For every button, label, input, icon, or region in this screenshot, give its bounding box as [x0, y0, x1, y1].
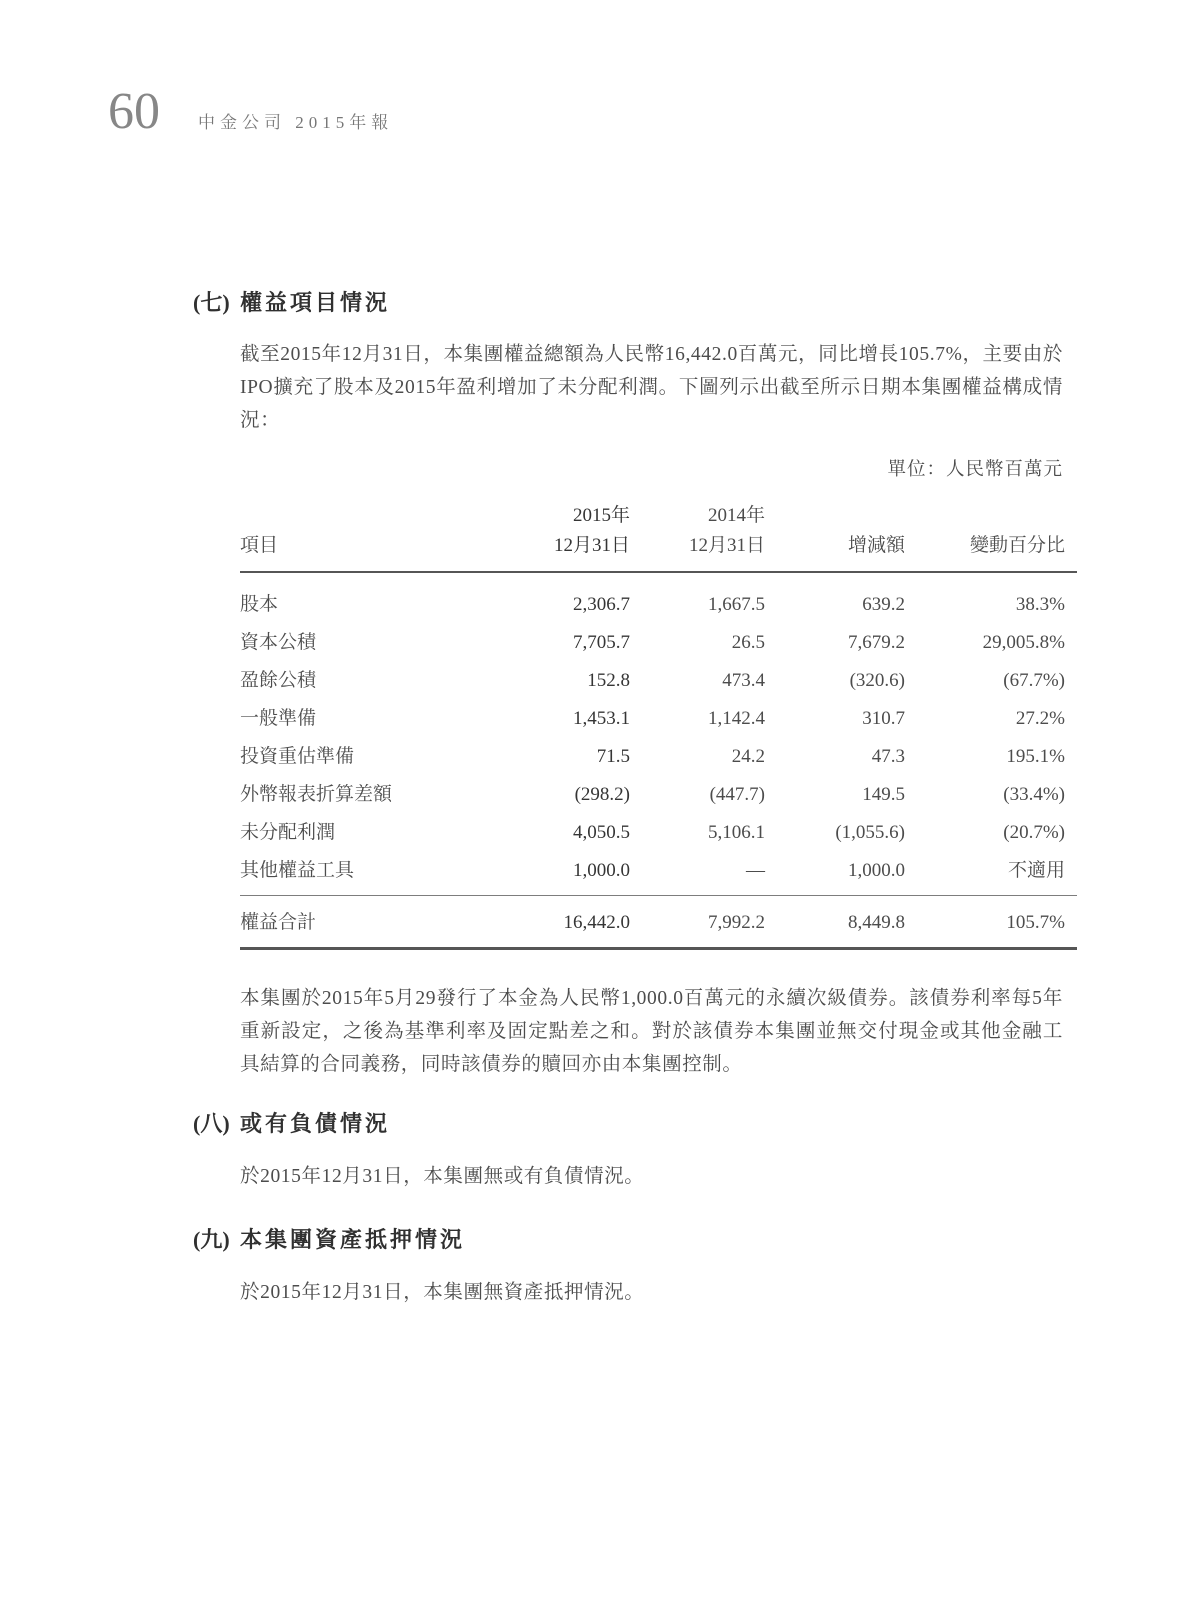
value-pct: 195.1%	[1006, 746, 1065, 767]
value-pct: 38.3%	[1015, 594, 1065, 615]
section7-number: (七)	[193, 290, 230, 315]
header-change: 增減額	[765, 533, 905, 572]
section7-title: 權益項目情況	[240, 290, 391, 315]
section9-number: (九)	[193, 1227, 230, 1252]
table-row	[240, 814, 1077, 852]
value-change: (1,055.6)	[835, 822, 905, 843]
value-2014: 473.4	[722, 670, 765, 691]
table-row	[240, 738, 1077, 776]
table-header-row-labels	[240, 533, 1077, 572]
report-title: 中金公司 2015年報	[198, 113, 394, 132]
value-change: 310.7	[862, 708, 905, 729]
value-change: 639.2	[862, 594, 905, 615]
header-item: 項目	[240, 533, 490, 572]
row-label: 盈餘公積	[240, 670, 317, 691]
header-2014-date: 12月31日	[630, 533, 765, 572]
total-pct: 105.7%	[905, 896, 1077, 949]
value-2015: 152.8	[587, 670, 630, 691]
section7-intro-paragraph: 截至2015年12月31日，本集團權益總額為人民幣16,442.0百萬元，同比增長105.7%，主要由於IPO擴充了股本及2015年盈利增加了未分配利潤。下圖列示出截至所示日期本集團權益構成情況：	[240, 344, 1063, 431]
value-2014: (447.7)	[709, 784, 765, 805]
value-2015: 4,050.5	[573, 822, 630, 843]
section9-title: 本集團資產抵押情況	[240, 1227, 466, 1252]
table-row	[240, 776, 1077, 814]
header-change-pct: 變動百分比	[905, 533, 1077, 572]
table-row	[240, 662, 1077, 700]
section9-body: 於2015年12月31日，本集團無資產抵押情況。	[240, 1282, 645, 1303]
row-label: 一般準備	[240, 708, 317, 729]
value-2015: 1,453.1	[573, 708, 630, 729]
equity-composition-table	[240, 503, 1077, 950]
value-2015: 71.5	[596, 746, 630, 767]
value-2015: 1,000.0	[490, 852, 630, 896]
page-content	[193, 286, 1077, 1309]
page-number: 60	[108, 83, 160, 140]
row-label: 股本	[240, 594, 279, 615]
value-2014: —	[630, 852, 765, 896]
table-row	[240, 572, 1077, 624]
section8-title: 或有負債情況	[240, 1111, 391, 1136]
row-label: 未分配利潤	[240, 822, 336, 843]
header-empty	[240, 503, 490, 533]
total-2015: 16,442.0	[490, 896, 630, 949]
value-2015: 2,306.7	[573, 594, 630, 615]
running-head	[108, 83, 394, 140]
header-empty	[765, 503, 905, 533]
value-pct: 29,005.8%	[982, 632, 1065, 653]
table-header-row-years	[240, 503, 1077, 533]
value-change: 1,000.0	[765, 852, 905, 896]
row-label: 其他權益工具	[240, 852, 490, 896]
value-2014: 1,667.5	[708, 594, 765, 615]
header-empty	[905, 503, 1077, 533]
value-change: 149.5	[862, 784, 905, 805]
header-2015-date: 12月31日	[490, 533, 630, 572]
unit-note: 單位：人民幣百萬元	[887, 460, 1063, 480]
value-2014: 1,142.4	[708, 708, 765, 729]
value-change: 7,679.2	[848, 632, 905, 653]
value-pct: 不適用	[905, 852, 1077, 896]
value-change: 47.3	[871, 746, 905, 767]
table-row	[240, 700, 1077, 738]
header-2014-year: 2014年	[707, 505, 765, 526]
section9-heading	[193, 1223, 1077, 1254]
value-pct: 27.2%	[1015, 708, 1065, 729]
row-label: 投資重估準備	[240, 746, 355, 767]
value-pct: (67.7%)	[1003, 670, 1065, 691]
perpetual-bond-note-paragraph: 本集團於2015年5月29發行了本金為人民幣1,000.0百萬元的永續次級債券。該債券利率每5年重新設定，之後為基準利率及固定點差之和。對於該債券本集團並無交付現金或其他金融工具結算的合同義務，同時該債券的贖回亦由本集團控制。	[240, 988, 1063, 1075]
value-pct: (33.4%)	[1003, 784, 1065, 805]
value-change: (320.6)	[849, 670, 905, 691]
table-row	[240, 624, 1077, 662]
total-2014: 7,992.2	[630, 896, 765, 949]
value-2014: 24.2	[731, 746, 765, 767]
section7-heading	[193, 286, 1077, 317]
value-2015: 7,705.7	[573, 632, 630, 653]
value-2014: 26.5	[731, 632, 765, 653]
header-2015-year: 2015年	[572, 505, 630, 526]
table-row	[240, 852, 1077, 896]
section8-body: 於2015年12月31日，本集團無或有負債情況。	[240, 1166, 645, 1187]
section8-number: (八)	[193, 1111, 230, 1136]
table-total-row	[240, 896, 1077, 949]
row-label: 外幣報表折算差額	[240, 784, 393, 805]
total-change: 8,449.8	[765, 896, 905, 949]
value-pct: (20.7%)	[1003, 822, 1065, 843]
row-label: 資本公積	[240, 632, 317, 653]
total-label: 權益合計	[240, 896, 490, 949]
section8-heading	[193, 1107, 1077, 1138]
value-2015: (298.2)	[574, 784, 630, 805]
value-2014: 5,106.1	[708, 822, 765, 843]
